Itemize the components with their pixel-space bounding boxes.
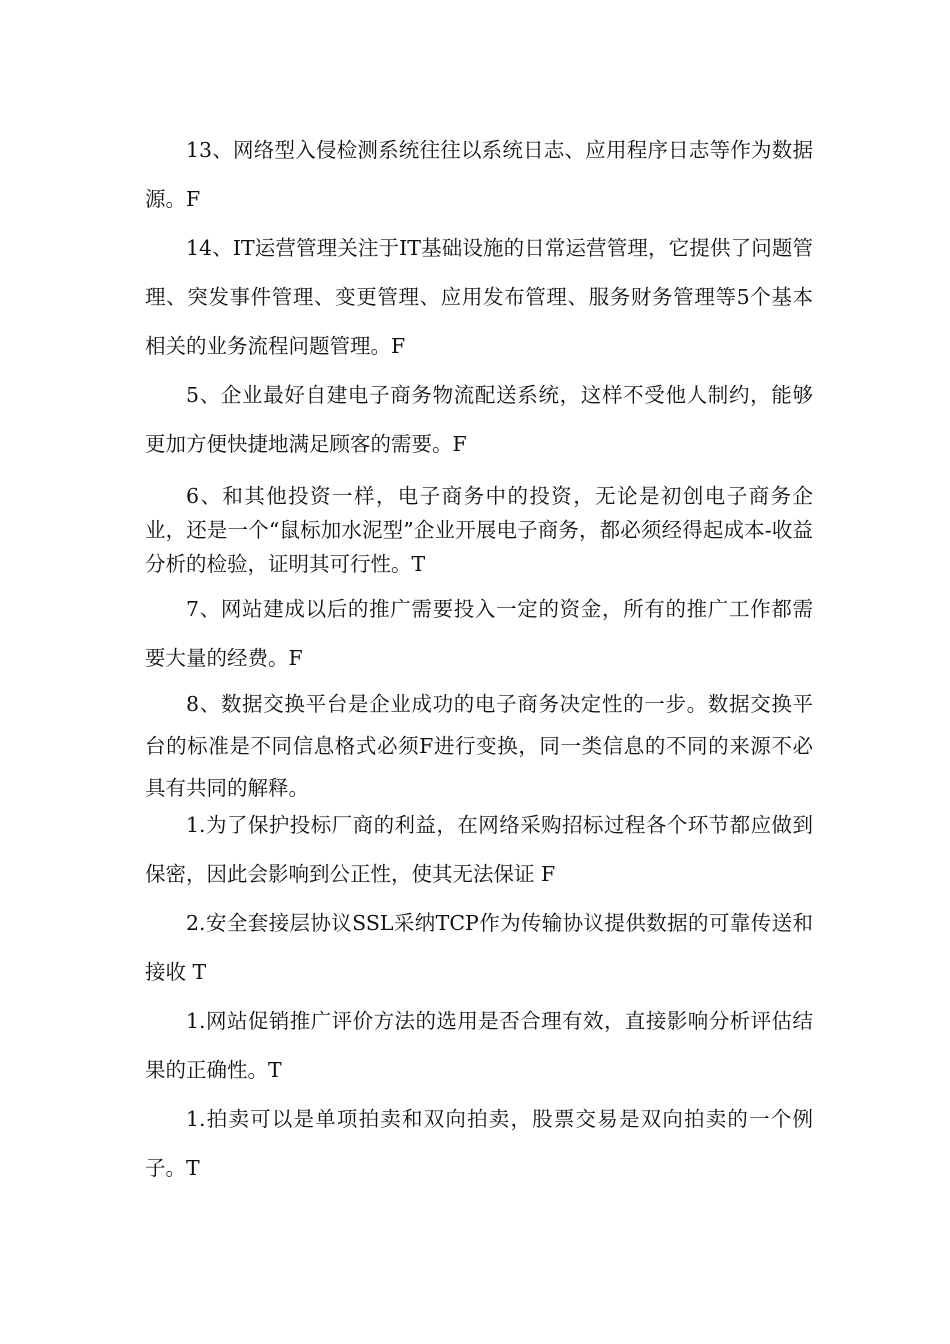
- question-1-promotion: 1.网站促销推广评价方法的选用是否合理有效，直接影响分析评估结果的正确性。T: [145, 1009, 813, 1082]
- paragraph-13: 13、网络型入侵检测系统往往以系统日志、应用程序日志等作为数据源。F: [145, 138, 813, 211]
- question-1-auction: 1.拍卖可以是单项拍卖和双向拍卖，股票交易是双向拍卖的一个例子。T: [145, 1107, 813, 1180]
- paragraph-5: 5、企业最好自建电子商务物流配送系统，这样不受他人制约，能够更加方便快捷地满足顾客的需要。F: [145, 383, 813, 456]
- paragraph-14: 14、IT运营管理关注于IT基础设施的日常运营管理，它提供了问题管理、突发事件管理、变更管理、应用发布管理、服务财务管理等5个基本相关的业务流程问题管理。F: [145, 236, 813, 358]
- document-body: [145, 126, 813, 1193]
- question-1-bidding: 1.为了保护投标厂商的利益，在网络采购招标过程各个环节都应做到保密，因此会影响到公正性，使其无法保证 F: [145, 813, 813, 886]
- paragraph-8: 8、数据交换平台是企业成功的电子商务决定性的一步。数据交换平台的标准是不同信息格式必须F进行变换，同一类信息的不同的来源不必具有共同的解释。: [145, 692, 813, 800]
- paragraph-6: 6、和其他投资一样，电子商务中的投资，无论是初创电子商务企业，还是一个“鼠标加水泥型”企业开展电子商务，都必须经得起成本-收益分析的检验，证明其可行性。T: [145, 484, 813, 576]
- paragraph-7: 7、网站建成以后的推广需要投入一定的资金，所有的推广工作都需要大量的经费。F: [145, 597, 813, 670]
- question-2-ssl: 2.安全套接层协议SSL采纳TCP作为传输协议提供数据的可靠传送和接收 T: [145, 911, 813, 984]
